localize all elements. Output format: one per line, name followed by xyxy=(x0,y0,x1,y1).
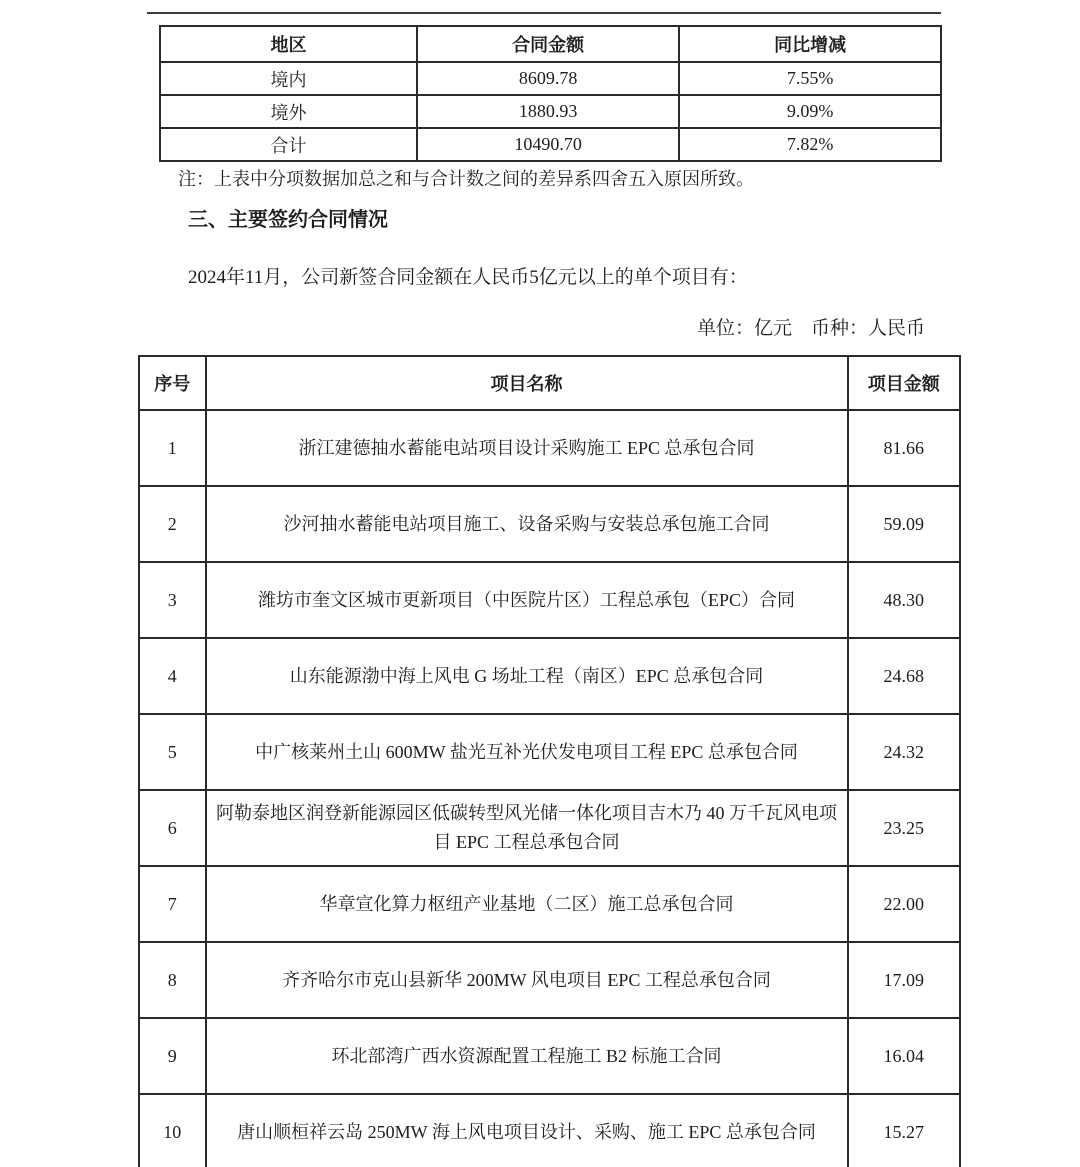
cell-name: 华章宣化算力枢纽产业基地（二区）施工总承包合同 xyxy=(206,866,848,942)
projects-header-no: 序号 xyxy=(139,356,206,410)
cell-amount: 59.09 xyxy=(848,486,960,562)
cell-yoy: 9.09% xyxy=(679,95,941,128)
cell-name: 沙河抽水蓄能电站项目施工、设备采购与安装总承包施工合同 xyxy=(206,486,848,562)
cell-region: 境内 xyxy=(160,62,417,95)
cell-yoy: 7.82% xyxy=(679,128,941,161)
project-row xyxy=(139,638,960,714)
project-row xyxy=(139,410,960,486)
project-row xyxy=(139,562,960,638)
cell-amount: 24.68 xyxy=(848,638,960,714)
cell-amount: 1880.93 xyxy=(417,95,679,128)
cell-amount: 8609.78 xyxy=(417,62,679,95)
cell-amount: 23.25 xyxy=(848,790,960,866)
cell-name: 山东能源渤中海上风电 G 场址工程（南区）EPC 总承包合同 xyxy=(206,638,848,714)
cell-amount: 17.09 xyxy=(848,942,960,1018)
cell-name: 潍坊市奎文区城市更新项目（中医院片区）工程总承包（EPC）合同 xyxy=(206,562,848,638)
cell-no: 8 xyxy=(139,942,206,1018)
project-row xyxy=(139,1018,960,1094)
cell-name: 阿勒泰地区润登新能源园区低碳转型风光储一体化项目吉木乃 40 万千瓦风电项目 EPC 工程总承包合同 xyxy=(206,790,848,866)
rounding-note: 注：上表中分项数据加总之和与合计数之间的差异系四舍五入原因所致。 xyxy=(178,169,754,189)
cell-no: 7 xyxy=(139,866,206,942)
projects-header-name: 项目名称 xyxy=(206,356,848,410)
summary-header-yoy: 同比增减 xyxy=(679,26,941,62)
intro-paragraph: 2024年11月，公司新签合同金额在人民币5亿元以上的单个项目有： xyxy=(188,267,748,288)
project-row xyxy=(139,866,960,942)
cell-name: 唐山顺桓祥云岛 250MW 海上风电项目设计、采购、施工 EPC 总承包合同 xyxy=(206,1094,848,1167)
cropped-table-border xyxy=(147,12,941,14)
summary-header-region: 地区 xyxy=(160,26,417,62)
cell-no: 4 xyxy=(139,638,206,714)
cell-region: 境外 xyxy=(160,95,417,128)
cell-amount: 16.04 xyxy=(848,1018,960,1094)
cell-no: 10 xyxy=(139,1094,206,1167)
project-row xyxy=(139,942,960,1018)
summary-row-overseas xyxy=(160,95,941,128)
project-row xyxy=(139,714,960,790)
cell-name: 齐齐哈尔市克山县新华 200MW 风电项目 EPC 工程总承包合同 xyxy=(206,942,848,1018)
summary-row-total xyxy=(160,128,941,161)
cell-name: 中广核莱州土山 600MW 盐光互补光伏发电项目工程 EPC 总承包合同 xyxy=(206,714,848,790)
project-row xyxy=(139,790,960,866)
projects-table xyxy=(138,355,961,1167)
projects-header-amount: 项目金额 xyxy=(848,356,960,410)
region-summary-table xyxy=(159,25,942,162)
unit-currency-line: 单位：亿元 币种：人民币 xyxy=(696,318,925,339)
project-row xyxy=(139,1094,960,1167)
cell-name: 浙江建德抽水蓄能电站项目设计采购施工 EPC 总承包合同 xyxy=(206,410,848,486)
projects-header-row xyxy=(139,356,960,410)
project-row xyxy=(139,486,960,562)
section-heading: 三、主要签约合同情况 xyxy=(188,209,388,231)
cell-amount: 10490.70 xyxy=(417,128,679,161)
cell-amount: 15.27 xyxy=(848,1094,960,1167)
cell-name: 环北部湾广西水资源配置工程施工 B2 标施工合同 xyxy=(206,1018,848,1094)
cell-no: 5 xyxy=(139,714,206,790)
cell-amount: 48.30 xyxy=(848,562,960,638)
cell-region: 合计 xyxy=(160,128,417,161)
summary-header-row xyxy=(160,26,941,62)
cell-no: 9 xyxy=(139,1018,206,1094)
summary-row-domestic xyxy=(160,62,941,95)
cell-amount: 81.66 xyxy=(848,410,960,486)
cell-yoy: 7.55% xyxy=(679,62,941,95)
cell-amount: 24.32 xyxy=(848,714,960,790)
summary-header-amount: 合同金额 xyxy=(417,26,679,62)
cell-amount: 22.00 xyxy=(848,866,960,942)
cell-no: 2 xyxy=(139,486,206,562)
cell-no: 6 xyxy=(139,790,206,866)
cell-no: 1 xyxy=(139,410,206,486)
cell-no: 3 xyxy=(139,562,206,638)
